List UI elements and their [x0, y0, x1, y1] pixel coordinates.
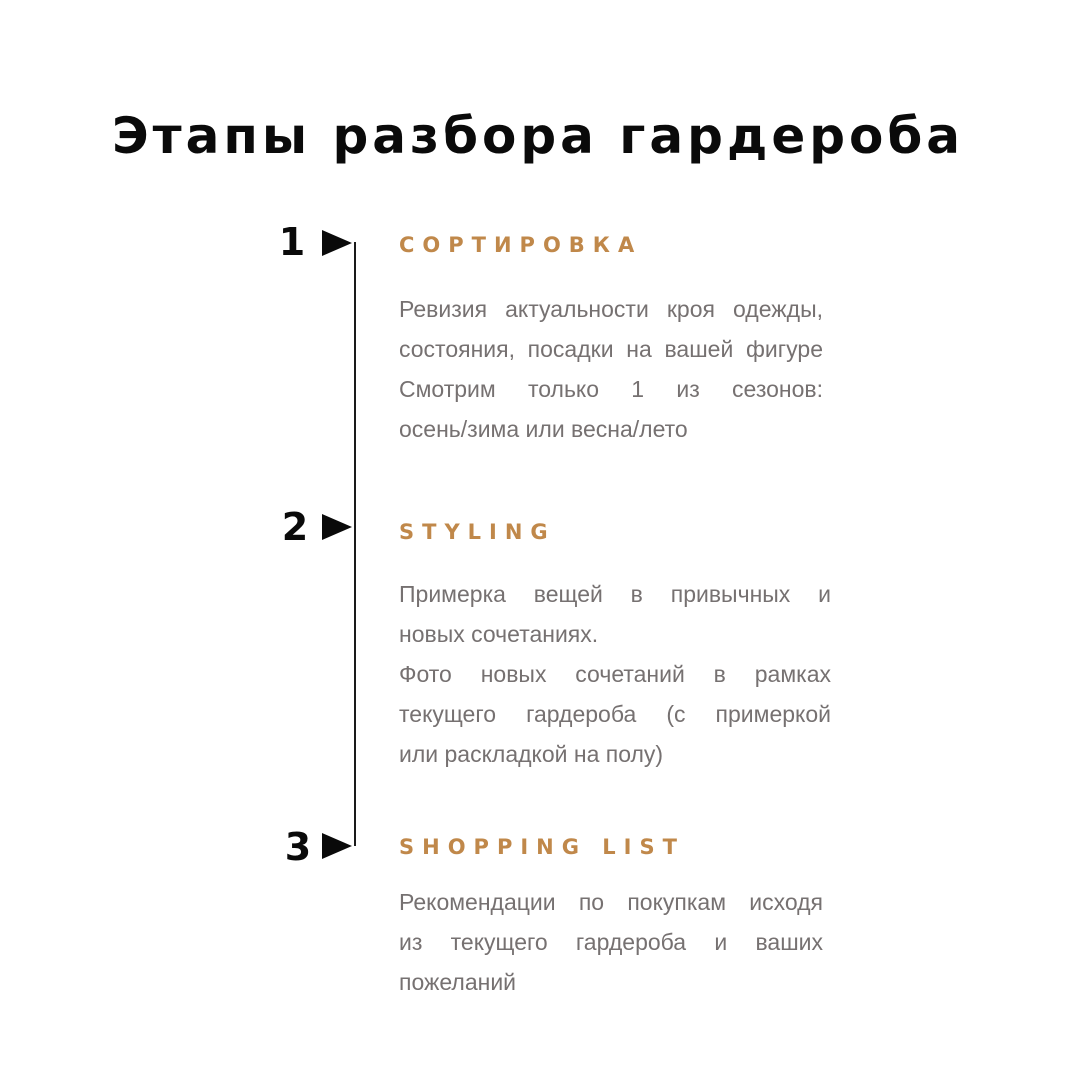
- step-number-3: 3: [284, 825, 312, 869]
- arrow-right-icon: [322, 514, 352, 540]
- description-line: Фото новых сочетаний в рамках: [399, 661, 831, 687]
- description-line: пожеланий: [399, 969, 517, 995]
- description-line: состояния, посадки на вашей фигуре: [399, 336, 823, 362]
- description-line: из текущего гардероба и ваших: [399, 929, 823, 955]
- description-line: Ревизия актуальности кроя одежды,: [399, 296, 823, 322]
- step-heading-styling: STYLING: [399, 520, 556, 544]
- description-line: Рекомендации по покупкам исходя: [399, 889, 823, 915]
- description-line: Примерка вещей в привычных и: [399, 581, 831, 607]
- description-line: Смотрим только 1 из сезонов:: [399, 376, 823, 402]
- description-line: новых сочетаниях.: [399, 621, 599, 647]
- step-heading-sorting: СОРТИРОВКА: [399, 233, 643, 257]
- step-description-shopping-list: [399, 882, 823, 1002]
- step-number-2: 2: [281, 505, 309, 549]
- description-line: текущего гардероба (с примеркой: [399, 701, 831, 727]
- arrow-right-icon: [322, 230, 352, 256]
- step-heading-shopping-list: SHOPPING LIST: [399, 835, 685, 859]
- description-line: осень/зима или весна/лето: [399, 416, 688, 442]
- step-description-sorting: [399, 289, 823, 449]
- page-title: Этапы разбора гардероба: [111, 106, 965, 165]
- description-line: или раскладкой на полу): [399, 741, 664, 767]
- timeline-line: [354, 242, 356, 846]
- step-number-1: 1: [278, 220, 306, 264]
- arrow-right-icon: [322, 833, 352, 859]
- step-description-styling: [399, 574, 831, 774]
